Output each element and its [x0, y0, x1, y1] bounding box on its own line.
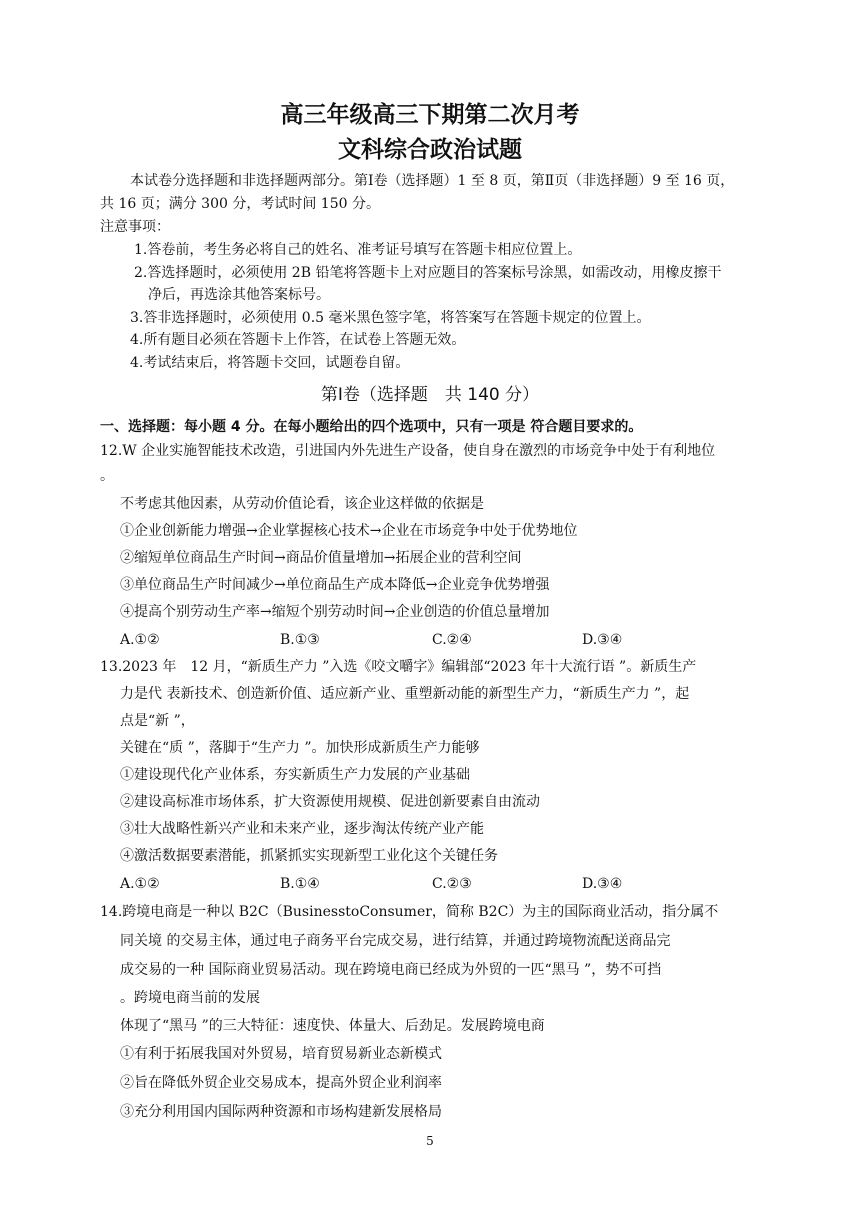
intro-line-1: 本试卷分选择题和非选择题两部分。第Ⅰ卷（选择题）1 至 8 页，第Ⅱ页（非选择题）9 至 16 页，: [130, 173, 735, 189]
q14-statement: ③充分利用国内国际两种资源和市场构建新发展格局: [120, 1104, 442, 1120]
q14-stem: 体现了“黑马 ”的三大特征：速度快、体量大、后劲足。发展跨境电商: [120, 1018, 545, 1034]
q14-statement: ②旨在降低外贸企业交易成本，提高外贸企业利润率: [120, 1075, 442, 1091]
page-number: 5: [426, 1134, 434, 1148]
q13-statement: ①建设现代化产业体系，夯实新质生产力发展的产业基础: [120, 767, 470, 783]
q12-stem: 12.W 企业实施智能技术改造，引进国内外先进生产设备，使自身在激烈的市场竞争中处于有利地位: [100, 443, 716, 459]
q13-option-a: A.①②: [120, 876, 160, 892]
q14-stem: 14.跨境电商是一种以 B2C（BusinesstoConsumer，简称 B2C）为主的国际商业活动，指分属不: [100, 904, 719, 920]
note-item: 2.答选择题时，必须使用 2B 铅笔将答题卡上对应题目的答案标号涂黑，如需改动，用橡皮擦干: [134, 265, 722, 281]
note-item: 3.答非选择题时，必须使用 0.5 毫米黑色签字笔，将答案写在答题卡规定的位置上。: [130, 310, 651, 326]
q13-stem: 关键在“质 ”，落脚于“生产力 ”。加快形成新质生产力能够: [120, 740, 480, 756]
q12-statement: ④提高个别劳动生产率→缩短个别劳动时间→企业创造的价值总量增加: [120, 604, 550, 620]
q13-option-d: D.③④: [582, 876, 623, 892]
q13-statement: ②建设高标准市场体系，扩大资源使用规模、促进创新要素自由流动: [120, 794, 540, 810]
note-item: 4.所有题目必须在答题卡上作答，在试卷上答题无效。: [130, 332, 466, 348]
intro-line-2: 共 16 页；满分 300 分，考试时间 150 分。: [100, 196, 380, 212]
q14-stem: 同关境 的交易主体，通过电子商务平台完成交易，进行结算，并通过跨境物流配送商品完: [120, 933, 671, 949]
q12-stem: 不考虑其他因素，从劳动价值论看，该企业这样做的依据是: [120, 496, 484, 512]
exam-subtitle: 文科综合政治试题: [338, 137, 522, 163]
q13-option-b: B.①④: [280, 876, 320, 892]
section-instruction: 一、选择题：每小题 4 分。在每小题给出的四个选项中，只有一项是 符合题目要求的。: [100, 419, 643, 435]
q12-option-c: C.②④: [432, 632, 472, 648]
q12-statement: ①企业创新能力增强→企业掌握核心技术→企业在市场竞争中处于优势地位: [120, 523, 578, 539]
q12-statement: ②缩短单位商品生产时间→商品价值量增加→拓展企业的营利空间: [120, 550, 522, 566]
q14-statement: ①有利于拓展我国对外贸易，培育贸易新业态新模式: [120, 1046, 442, 1062]
q13-stem: 力是代 表新技术、创造新价值、适应新产业、重塑新动能的新型生产力，“新质生产力 ”，起: [120, 686, 690, 702]
q12-option-d: D.③④: [582, 632, 623, 648]
q13-stem: 点是“新 ”，: [120, 713, 195, 729]
q12-stem: 。: [100, 468, 114, 484]
q12-statement: ③单位商品生产时间减少→单位商品生产成本降低→企业竞争优势增强: [120, 577, 550, 593]
q14-stem: 。跨境电商当前的发展: [120, 990, 260, 1006]
note-item: 4.考试结束后，将答题卡交回，试题卷自留。: [130, 355, 410, 371]
q13-stem: 13.2023 年 12 月，“新质生产力 ”入选《咬文嚼字》编辑部“2023 年十大流行语 ”。新质生产: [100, 659, 697, 675]
note-item: 净后，再选涂其他答案标号。: [148, 287, 330, 303]
exam-title: 高三年级高三下期第二次月考: [280, 102, 580, 128]
notes-heading: 注意事项：: [100, 219, 170, 235]
q12-option-a: A.①②: [120, 632, 160, 648]
q13-statement: ④激活数据要素潜能，抓紧抓实实现新型工业化这个关键任务: [120, 848, 498, 864]
q12-option-b: B.①③: [280, 632, 320, 648]
q13-option-c: C.②③: [432, 876, 472, 892]
q14-stem: 成交易的一种 国际商业贸易活动。现在跨境电商已经成为外贸的一匹“黑马 ”，势不可挡: [120, 962, 662, 978]
section-title: 第Ⅰ卷（选择题 共 140 分）: [320, 385, 540, 405]
q13-statement: ③壮大战略性新兴产业和未来产业，逐步淘汰传统产业产能: [120, 821, 484, 837]
note-item: 1.答卷前，考生务必将自己的姓名、准考证号填写在答题卡相应位置上。: [134, 242, 582, 258]
